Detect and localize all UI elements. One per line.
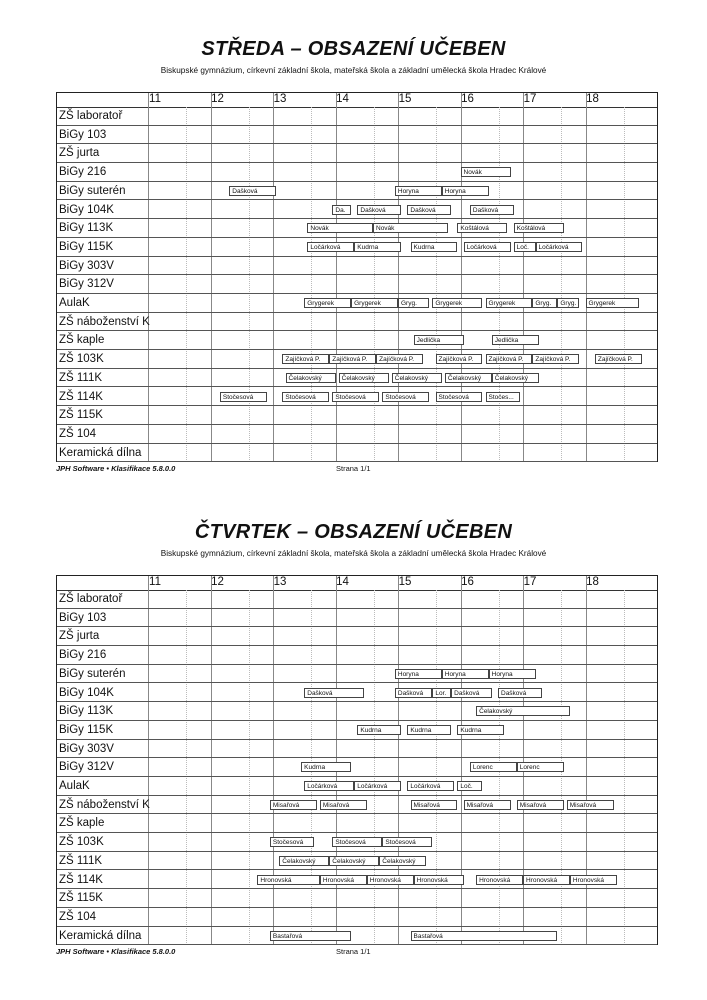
room-label: ZŠ 103K (59, 353, 104, 366)
booking-block: Horyna (489, 669, 536, 679)
booking-block: Stočes... (486, 392, 520, 402)
booking-block: Ločárková (407, 781, 454, 791)
booking-block: Ločárková (304, 781, 354, 791)
room-label: BiGy 113K (59, 705, 114, 718)
booking-block: Čelakovský (445, 373, 492, 383)
booking-block: Misařová (320, 800, 367, 810)
booking-block: Hronovská (523, 875, 570, 885)
room-label: ZŠ 114K (59, 873, 103, 886)
booking-block: Zajíčková P. (282, 354, 329, 364)
booking-block: Jedlička (492, 335, 539, 345)
booking-block: Kudrna (407, 725, 451, 735)
booking-block: Ločárková (307, 242, 354, 252)
room-row (57, 163, 657, 182)
hour-label: 17 (523, 576, 537, 588)
hour-header (57, 576, 657, 591)
booking-block: Grygerek (304, 298, 351, 308)
hour-label: 11 (149, 93, 161, 105)
booking-block: Horyna (442, 669, 489, 679)
booking-block: Horyna (395, 186, 442, 196)
room-label: BiGy 216 (59, 166, 107, 179)
room-row (57, 889, 657, 908)
booking-block: Dašková (229, 186, 276, 196)
footer-software: JPH Software • Klasifikace 5.8.0.0 (56, 947, 176, 956)
booking-block: Hronovská (476, 875, 523, 885)
booking-block: Stočesová (382, 837, 432, 847)
hour-label: 12 (211, 576, 224, 588)
room-label: BiGy 115K (59, 723, 114, 736)
room-row (57, 444, 657, 463)
booking-block: Dašková (357, 205, 401, 215)
room-label: BiGy 312V (59, 278, 114, 291)
booking-block: Zajíčková P. (436, 354, 483, 364)
booking-block: Grygerek (586, 298, 639, 308)
room-row (57, 814, 657, 833)
page-title: STŘEDA – OBSAZENÍ UČEBEN (201, 38, 506, 60)
booking-block: Loč. (457, 781, 482, 791)
booking-block: Grygerek (486, 298, 533, 308)
room-label: AulaK (59, 297, 90, 309)
room-row (57, 107, 657, 126)
room-label: Keramická dílna (59, 446, 142, 459)
booking-block: Gryg. (398, 298, 429, 308)
booking-block: Koštálová (457, 223, 507, 233)
page-title: ČTVRTEK – OBSAZENÍ UČEBEN (194, 521, 513, 543)
booking-block: Zajíčková P. (486, 354, 533, 364)
room-row (57, 590, 657, 609)
room-label: ZŠ jurta (59, 147, 100, 160)
booking-block: Kudrna (357, 725, 401, 735)
room-label: ZŠ náboženství K (59, 315, 150, 328)
booking-block: Stočesová (220, 392, 267, 402)
booking-block: Gryg. (557, 298, 579, 308)
hour-label: 15 (398, 576, 412, 588)
booking-block: Čelakovský (286, 373, 336, 383)
footer-page-number: Strana 1/1 (336, 464, 371, 473)
room-label: ZŠ 103K (59, 836, 104, 849)
room-label: BiGy 303V (59, 742, 114, 755)
hour-label: 13 (273, 576, 287, 588)
booking-block: Novák (373, 223, 448, 233)
booking-block: Novák (461, 167, 511, 177)
room-label: ZŠ laboratoř (59, 110, 123, 122)
hour-label: 12 (211, 93, 224, 105)
room-label: ZŠ 115K (59, 409, 103, 422)
room-label: BiGy 103 (59, 611, 107, 624)
booking-block: Stočesová (332, 837, 382, 847)
hour-label: 14 (336, 576, 349, 588)
hour-label: 17 (523, 93, 537, 105)
room-label: BiGy 312V (59, 761, 114, 774)
booking-block: Horyna (395, 669, 442, 679)
booking-block: Hronovská (257, 875, 320, 885)
room-label: ZŠ náboženství K (59, 798, 150, 811)
room-label: AulaK (59, 780, 90, 792)
room-label: ZŠ kaple (59, 334, 105, 347)
booking-block: Stočesová (332, 392, 379, 402)
room-label: BiGy suterén (59, 184, 126, 197)
hour-label: 14 (336, 93, 349, 105)
room-label: BiGy 303V (59, 259, 114, 272)
room-label: ZŠ 104 (59, 427, 97, 440)
room-row (57, 908, 657, 927)
booking-block: Čelakovský (492, 373, 539, 383)
booking-block: Čelakovský (476, 706, 570, 716)
room-label: ZŠ laboratoř (59, 593, 123, 605)
hour-label: 11 (149, 576, 161, 588)
booking-block: Dašková (451, 688, 492, 698)
footer-page-number: Strana 1/1 (336, 947, 371, 956)
booking-block: Horyna (442, 186, 489, 196)
booking-block: Čelakovský (339, 373, 389, 383)
booking-block: Kudrna (354, 242, 401, 252)
room-label: BiGy 216 (59, 649, 107, 662)
room-row (57, 275, 657, 294)
room-row (57, 182, 657, 201)
hour-label: 16 (461, 93, 474, 105)
booking-block: Čelakovský (279, 856, 329, 866)
room-label: ZŠ 104 (59, 910, 97, 923)
hour-label: 13 (273, 93, 287, 105)
hour-label: 18 (586, 576, 599, 588)
room-label: BiGy 103 (59, 128, 107, 141)
hour-label: 16 (461, 576, 474, 588)
booking-block: Kudrna (301, 762, 351, 772)
room-row (57, 646, 657, 665)
booking-block: Hronovská (367, 875, 414, 885)
booking-block: Dašková (498, 688, 542, 698)
footer-software: JPH Software • Klasifikace 5.8.0.0 (56, 464, 176, 473)
booking-block: Dašková (395, 688, 433, 698)
booking-block: Hronovská (570, 875, 617, 885)
room-label: BiGy 104K (59, 203, 114, 216)
booking-block: Zajíčková P. (376, 354, 423, 364)
room-row (57, 425, 657, 444)
booking-block: Grygerek (351, 298, 398, 308)
booking-block: Gryg. (532, 298, 557, 308)
hour-label: 18 (586, 93, 599, 105)
occupancy-grid (56, 575, 658, 945)
booking-block: Ločárková (354, 781, 401, 791)
room-label: ZŠ 111K (59, 371, 103, 384)
page-subtitle: Biskupské gymnázium, církevní základní škola, mateřská škola a základní umělecká škola Hradec Králové (160, 549, 547, 558)
booking-block: Ločárková (536, 242, 583, 252)
room-label: BiGy suterén (59, 667, 126, 680)
booking-block: Ločárková (464, 242, 511, 252)
booking-block: Misařová (411, 800, 458, 810)
booking-block: Novák (307, 223, 373, 233)
room-label: ZŠ 111K (59, 854, 103, 867)
room-label: ZŠ 115K (59, 892, 103, 905)
room-row (57, 609, 657, 628)
booking-block: Čelakovský (329, 856, 379, 866)
room-label: BiGy 113K (59, 222, 114, 235)
room-label: ZŠ 114K (59, 390, 103, 403)
booking-block: Misařová (464, 800, 511, 810)
room-label: ZŠ jurta (59, 630, 100, 643)
room-row (57, 740, 657, 759)
room-row (57, 758, 657, 777)
booking-block: Zajíčková P. (595, 354, 642, 364)
booking-block: Loč. (514, 242, 536, 252)
booking-block: Jedlička (414, 335, 464, 345)
occupancy-grid (56, 92, 658, 462)
booking-block: Da. (332, 205, 351, 215)
room-row (57, 927, 657, 946)
booking-block: Dašková (407, 205, 451, 215)
room-row (57, 665, 657, 684)
booking-block: Kudrna (411, 242, 458, 252)
booking-block: Misařová (567, 800, 614, 810)
booking-block: Zajíčková P. (532, 354, 579, 364)
room-label: ZŠ kaple (59, 817, 105, 830)
booking-block: Čelakovský (392, 373, 442, 383)
booking-block: Stočesová (382, 392, 429, 402)
booking-block: Grygerek (432, 298, 482, 308)
hour-header (57, 93, 657, 108)
room-row (57, 627, 657, 646)
booking-block: Misařová (517, 800, 564, 810)
room-row (57, 126, 657, 145)
room-row (57, 331, 657, 350)
booking-block: Dašková (470, 205, 514, 215)
booking-block: Hronovská (320, 875, 367, 885)
booking-block: Koštálová (514, 223, 564, 233)
booking-block: Bastařová (270, 931, 351, 941)
booking-block: Lorenc (470, 762, 517, 772)
booking-block: Lor. (432, 688, 451, 698)
room-label: BiGy 115K (59, 240, 114, 253)
room-row (57, 257, 657, 276)
room-row (57, 144, 657, 163)
room-row (57, 313, 657, 332)
room-row (57, 406, 657, 425)
booking-block: Hronovská (414, 875, 464, 885)
booking-block: Stočesová (436, 392, 483, 402)
booking-block: Misařová (270, 800, 317, 810)
booking-block: Stočesová (270, 837, 314, 847)
booking-block: Dašková (304, 688, 363, 698)
booking-block: Lorenc (517, 762, 564, 772)
page-subtitle: Biskupské gymnázium, církevní základní škola, mateřská škola a základní umělecká škola Hradec Králové (160, 66, 547, 75)
room-label: BiGy 104K (59, 686, 114, 699)
booking-block: Stočesová (282, 392, 329, 402)
booking-block: Čelakovský (379, 856, 426, 866)
booking-block: Bastařová (411, 931, 558, 941)
booking-block: Kudrna (457, 725, 504, 735)
booking-block: Zajíčková P. (329, 354, 376, 364)
hour-label: 15 (398, 93, 412, 105)
room-label: Keramická dílna (59, 929, 142, 942)
